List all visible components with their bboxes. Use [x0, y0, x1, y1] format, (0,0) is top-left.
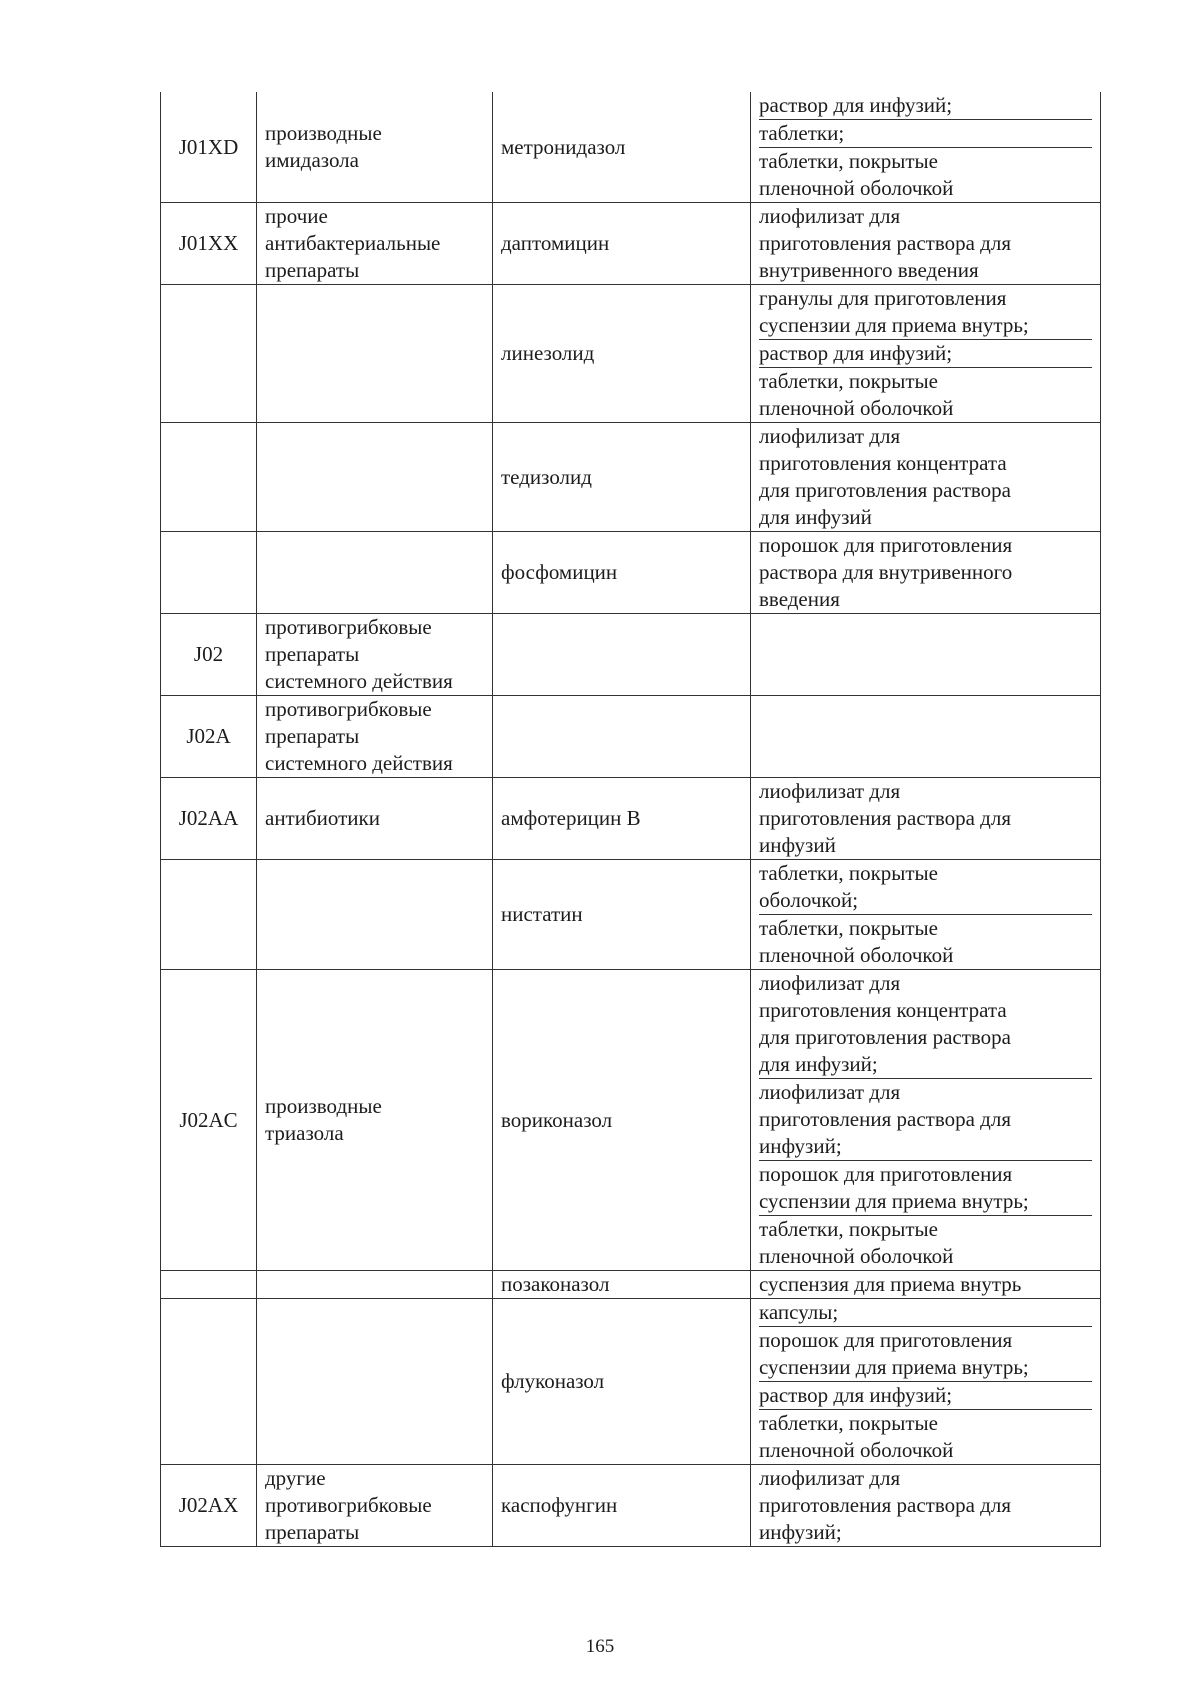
- group-name-cell: антибиотики: [257, 778, 493, 860]
- dosage-form-item: суспензия для приема внутрь: [759, 1272, 1022, 1296]
- drug-table-body: [161, 92, 1101, 1547]
- dosage-forms-cell: [751, 778, 1101, 860]
- drug-name-cell: даптомицин: [493, 203, 751, 285]
- dosage-forms-cell: [751, 423, 1101, 532]
- table-row: [161, 92, 1101, 203]
- atc-code-cell: [161, 423, 257, 532]
- dosage-forms-cell: [751, 860, 1101, 970]
- group-name-cell: прочие антибактериальные препараты: [257, 203, 493, 285]
- atc-code-cell: J02: [161, 614, 257, 696]
- group-name-cell: производные триазола: [257, 970, 493, 1271]
- drug-name-cell: фосфомицин: [493, 532, 751, 614]
- dosage-form-item: таблетки, покрытые пленочной оболочкой: [759, 1215, 1092, 1270]
- drug-name-cell: каспофунгин: [493, 1465, 751, 1547]
- atc-code-cell: [161, 532, 257, 614]
- dosage-form-item: порошок для приготовления суспензии для приема внутрь;: [759, 1326, 1092, 1381]
- dosage-form-item: порошок для приготовления раствора для внутривенного введения: [759, 533, 1013, 611]
- table-row: [161, 1299, 1101, 1465]
- drug-name-cell: позаконазол: [493, 1271, 751, 1299]
- atc-code-cell: J02AA: [161, 778, 257, 860]
- dosage-form-item: лиофилизат для приготовления раствора для внутривенного введения: [759, 204, 1011, 282]
- group-name-cell: [257, 1271, 493, 1299]
- dosage-forms-cell: [751, 203, 1101, 285]
- drug-name-cell: [493, 614, 751, 696]
- dosage-forms-cell: [751, 532, 1101, 614]
- page-number: 165: [585, 1636, 615, 1657]
- dosage-forms-cell: [751, 92, 1101, 203]
- drug-name-cell: линезолид: [493, 285, 751, 423]
- dosage-forms-cell: [751, 614, 1101, 696]
- dosage-forms-cell: [751, 970, 1101, 1271]
- table-row: [161, 614, 1101, 696]
- dosage-form-item: таблетки, покрытые пленочной оболочкой: [759, 1409, 1092, 1464]
- drug-name-cell: вориконазол: [493, 970, 751, 1271]
- drug-name-cell: метронидазол: [493, 92, 751, 203]
- table-row: [161, 970, 1101, 1271]
- dosage-form-item: [759, 723, 1092, 750]
- dosage-form-item: гранулы для приготовления суспензии для приема внутрь;: [759, 286, 1029, 337]
- dosage-forms-cell: [751, 1299, 1101, 1465]
- dosage-form-item: лиофилизат для приготовления раствора для инфузий;: [759, 1466, 1011, 1544]
- dosage-form-item: раствор для инфузий;: [759, 93, 953, 117]
- dosage-forms-cell: [751, 285, 1101, 423]
- group-name-cell: противогрибковые препараты системного действия: [257, 696, 493, 778]
- dosage-form-item: раствор для инфузий;: [759, 339, 1092, 367]
- atc-code-cell: J02AX: [161, 1465, 257, 1547]
- table-row: [161, 285, 1101, 423]
- dosage-form-item: раствор для инфузий;: [759, 1381, 1092, 1409]
- atc-code-cell: J02A: [161, 696, 257, 778]
- group-name-cell: [257, 285, 493, 423]
- drug-name-cell: [493, 696, 751, 778]
- table-row: [161, 860, 1101, 970]
- atc-code-cell: J01XD: [161, 92, 257, 203]
- group-name-cell: [257, 532, 493, 614]
- drug-name-cell: тедизолид: [493, 423, 751, 532]
- group-name-cell: производные имидазола: [257, 92, 493, 203]
- group-name-cell: другие противогрибковые препараты: [257, 1465, 493, 1547]
- table-row: [161, 423, 1101, 532]
- dosage-form-item: таблетки, покрытые пленочной оболочкой: [759, 147, 1092, 202]
- dosage-form-item: таблетки, покрытые оболочкой;: [759, 861, 938, 912]
- group-name-cell: [257, 423, 493, 532]
- drug-table: [160, 92, 1101, 1547]
- atc-code-cell: [161, 860, 257, 970]
- dosage-forms-cell: [751, 1271, 1101, 1299]
- table-row: [161, 696, 1101, 778]
- dosage-form-item: лиофилизат для приготовления концентрата для приготовления раствора для инфузий;: [759, 971, 1011, 1076]
- group-name-cell: [257, 860, 493, 970]
- drug-name-cell: амфотерицин В: [493, 778, 751, 860]
- table-row: [161, 532, 1101, 614]
- drug-name-cell: флуконазол: [493, 1299, 751, 1465]
- dosage-form-item: лиофилизат для приготовления концентрата для приготовления раствора для инфузий: [759, 424, 1011, 529]
- table-row: [161, 1271, 1101, 1299]
- dosage-form-item: таблетки;: [759, 119, 1092, 147]
- dosage-form-item: лиофилизат для приготовления раствора для инфузий: [759, 779, 1011, 857]
- dosage-form-item: [759, 641, 1092, 668]
- atc-code-cell: [161, 1299, 257, 1465]
- table-row: [161, 1465, 1101, 1547]
- atc-code-cell: J02AC: [161, 970, 257, 1271]
- table-row: [161, 203, 1101, 285]
- atc-code-cell: [161, 285, 257, 423]
- dosage-form-item: таблетки, покрытые пленочной оболочкой: [759, 367, 1092, 422]
- dosage-form-item: порошок для приготовления суспензии для приема внутрь;: [759, 1160, 1092, 1215]
- dosage-forms-cell: [751, 696, 1101, 778]
- dosage-form-item: капсулы;: [759, 1300, 839, 1324]
- atc-code-cell: [161, 1271, 257, 1299]
- group-name-cell: [257, 1299, 493, 1465]
- dosage-form-item: лиофилизат для приготовления раствора для инфузий;: [759, 1078, 1092, 1160]
- dosage-form-item: таблетки, покрытые пленочной оболочкой: [759, 914, 1092, 969]
- table-row: [161, 778, 1101, 860]
- group-name-cell: противогрибковые препараты системного действия: [257, 614, 493, 696]
- atc-code-cell: J01XX: [161, 203, 257, 285]
- dosage-forms-cell: [751, 1465, 1101, 1547]
- drug-name-cell: нистатин: [493, 860, 751, 970]
